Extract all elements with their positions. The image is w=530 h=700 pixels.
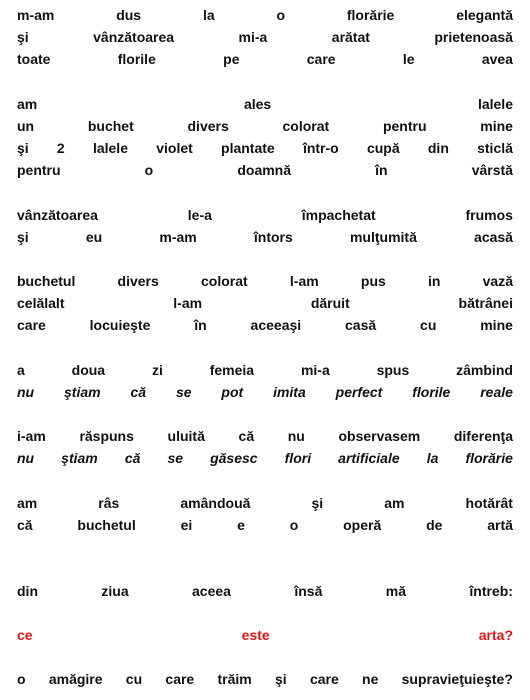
poem-word: împachetat: [301, 207, 376, 223]
poem-word: arta?: [478, 627, 513, 643]
poem-word: imita: [273, 384, 306, 400]
poem-word: un: [17, 118, 35, 134]
poem-word: într-o: [302, 140, 339, 156]
poem-word: frumos: [465, 207, 513, 223]
poem-word: vază: [482, 273, 513, 289]
poem-word: ne: [362, 671, 379, 687]
poem-word: că: [17, 517, 33, 533]
poem-word: trăim: [217, 671, 252, 687]
poem-word: zâmbind: [456, 362, 513, 378]
poem-word: mă: [385, 583, 406, 599]
poem-word: uluită: [167, 428, 205, 444]
poem-word: pus: [360, 273, 386, 289]
poem-line-3: [17, 48, 513, 70]
poem-word: amăgire: [48, 671, 103, 687]
poem-word: că: [238, 428, 255, 444]
poem-word: pe: [223, 51, 240, 67]
poem-word: amândouă: [180, 495, 251, 511]
poem-word: care: [309, 671, 339, 687]
poem-word: vânzătoarea: [93, 29, 175, 45]
poem-line-16: [17, 447, 513, 469]
poem-word: am: [384, 495, 405, 511]
poem-word: care: [306, 51, 336, 67]
poem-line-21: [17, 668, 513, 690]
poem-word: casă: [345, 317, 377, 333]
poem-word: acasă: [474, 229, 513, 245]
poem-word: celălalt: [17, 295, 65, 311]
poem-word: violet: [156, 140, 193, 156]
poem-word: nu: [17, 450, 35, 466]
poem-word: buchetul: [17, 273, 76, 289]
poem-word: a: [17, 362, 25, 378]
poem-word: nu: [17, 384, 35, 400]
poem-word: vânzătoarea: [17, 207, 98, 223]
poem-word: florile: [117, 51, 156, 67]
poem-line-20: [17, 624, 513, 646]
poem-word: bătrânei: [458, 295, 513, 311]
poem-word: 2: [56, 140, 65, 156]
poem-word: că: [130, 384, 147, 400]
poem-line-18: [17, 514, 513, 536]
poem-word: şi: [311, 495, 324, 511]
poem-line-19: [17, 580, 513, 602]
poem-word: arătat: [331, 29, 370, 45]
poem-word: ales: [243, 96, 272, 112]
poem-word: aceea: [192, 583, 231, 599]
poem-word: eu: [85, 229, 103, 245]
poem-word: şi: [17, 29, 29, 45]
poem-word: dăruit: [310, 295, 350, 311]
poem-word: florărie: [346, 7, 395, 23]
poem-word: că: [124, 450, 141, 466]
poem-word: ştiam: [64, 384, 101, 400]
poem-word: e: [237, 517, 245, 533]
poem-word: colorat: [201, 273, 248, 289]
poem-word: râs: [98, 495, 120, 511]
poem-word: o: [289, 517, 299, 533]
poem-word: ei: [180, 517, 193, 533]
poem-word: întreb:: [469, 583, 513, 599]
poem-word: se: [167, 450, 184, 466]
poem-word: doamnă: [237, 162, 292, 178]
poem-line-4: [17, 93, 513, 115]
poem-word: pentru: [17, 162, 61, 178]
poem-word: hotărât: [465, 495, 513, 511]
poem-word: cupă: [366, 140, 400, 156]
poem-line-14: [17, 381, 513, 403]
poem-word: prietenoasă: [434, 29, 513, 45]
poem-word: lalele: [477, 96, 513, 112]
poem-word: mulţumită: [349, 229, 417, 245]
poem-word: care: [165, 671, 195, 687]
poem-word: mine: [480, 118, 513, 134]
poem-word: mi-a: [300, 362, 330, 378]
poem-line-8: [17, 204, 513, 226]
poem-word: care: [17, 317, 46, 333]
poem-word: din: [17, 583, 38, 599]
poem-line-2: [17, 26, 513, 48]
poem-word: şi: [274, 671, 287, 687]
poem-line-17: [17, 492, 513, 514]
poem-word: ziua: [101, 583, 129, 599]
poem-word: o: [17, 671, 26, 687]
poem-word: cu: [125, 671, 143, 687]
poem-word: l-am: [289, 273, 319, 289]
poem-word: şi: [17, 140, 29, 156]
poem-word: în: [194, 317, 207, 333]
poem-line-5: [17, 115, 513, 137]
poem-word: pot: [221, 384, 244, 400]
poem-word: diferenţa: [453, 428, 513, 444]
poem-line-15: [17, 425, 513, 447]
poem-word: ştiam: [61, 450, 98, 466]
poem-word: plantate: [221, 140, 275, 156]
poem-word: i-am: [17, 428, 46, 444]
poem-line-7: [17, 159, 513, 181]
poem-word: întors: [253, 229, 293, 245]
poem-word: mine: [480, 317, 513, 333]
poem-word: răspuns: [79, 428, 134, 444]
poem-word: supravieţuieşte?: [401, 671, 513, 687]
poem-word: florărie: [465, 450, 513, 466]
poem-line-11: [17, 292, 513, 314]
poem-line-10: [17, 270, 513, 292]
poem-word: am: [17, 96, 38, 112]
poem-word: locuieşte: [89, 317, 151, 333]
poem-word: pentru: [382, 118, 427, 134]
poem-word: l-am: [173, 295, 203, 311]
poem-word: o: [276, 7, 286, 23]
poem-word: vârstă: [471, 162, 513, 178]
poem-word: şi: [17, 229, 29, 245]
poem-word: divers: [117, 273, 159, 289]
poem-word: dus: [116, 7, 142, 23]
poem-word: spus: [376, 362, 410, 378]
poem-word: flori: [284, 450, 312, 466]
poem-word: am: [17, 495, 38, 511]
poem-word: doua: [71, 362, 106, 378]
poem-word: în: [375, 162, 388, 178]
poem-word: florile: [412, 384, 451, 400]
poem-word: de: [426, 517, 443, 533]
poem-word: le-a: [187, 207, 212, 223]
poem-line-13: [17, 359, 513, 381]
poem-word: operă: [343, 517, 382, 533]
poem-word: divers: [187, 118, 229, 134]
poem-word: femeia: [209, 362, 255, 378]
poem-word: m-am: [17, 7, 55, 23]
poem-word: elegantă: [456, 7, 513, 23]
poem-word: artificiale: [338, 450, 400, 466]
poem-word: la: [202, 7, 215, 23]
poem-word: perfect: [335, 384, 383, 400]
poem-word: m-am: [159, 229, 197, 245]
poem-word: buchet: [87, 118, 134, 134]
poem-word: la: [426, 450, 439, 466]
poem-word: observasem: [338, 428, 421, 444]
poem-word: mi-a: [238, 29, 268, 45]
poem-word: o: [144, 162, 154, 178]
poem-word: buchetul: [77, 517, 136, 533]
poem-word: toate: [17, 51, 51, 67]
poem-word: însă: [294, 583, 323, 599]
poem-line-9: [17, 226, 513, 248]
poem-word: reale: [480, 384, 513, 400]
poem-word: colorat: [282, 118, 330, 134]
poem-word: nu: [287, 428, 305, 444]
poem-word: artă: [487, 517, 513, 533]
poem-word: in: [427, 273, 441, 289]
poem-word: le: [402, 51, 415, 67]
poem-word: găsesc: [210, 450, 258, 466]
poem-word: se: [175, 384, 192, 400]
poem-word: zi: [151, 362, 163, 378]
poem-word: lalele: [92, 140, 128, 156]
poem-line-6: [17, 137, 513, 159]
poem-word: ce: [17, 627, 33, 643]
poem-line-1: [17, 4, 513, 26]
poem-line-12: [17, 314, 513, 336]
poem-word: avea: [481, 51, 513, 67]
poem-word: sticlă: [477, 140, 513, 156]
poem-word: aceeaşi: [250, 317, 302, 333]
poem-word: din: [427, 140, 449, 156]
poem-word: cu: [420, 317, 437, 333]
poem-word: este: [241, 627, 270, 643]
